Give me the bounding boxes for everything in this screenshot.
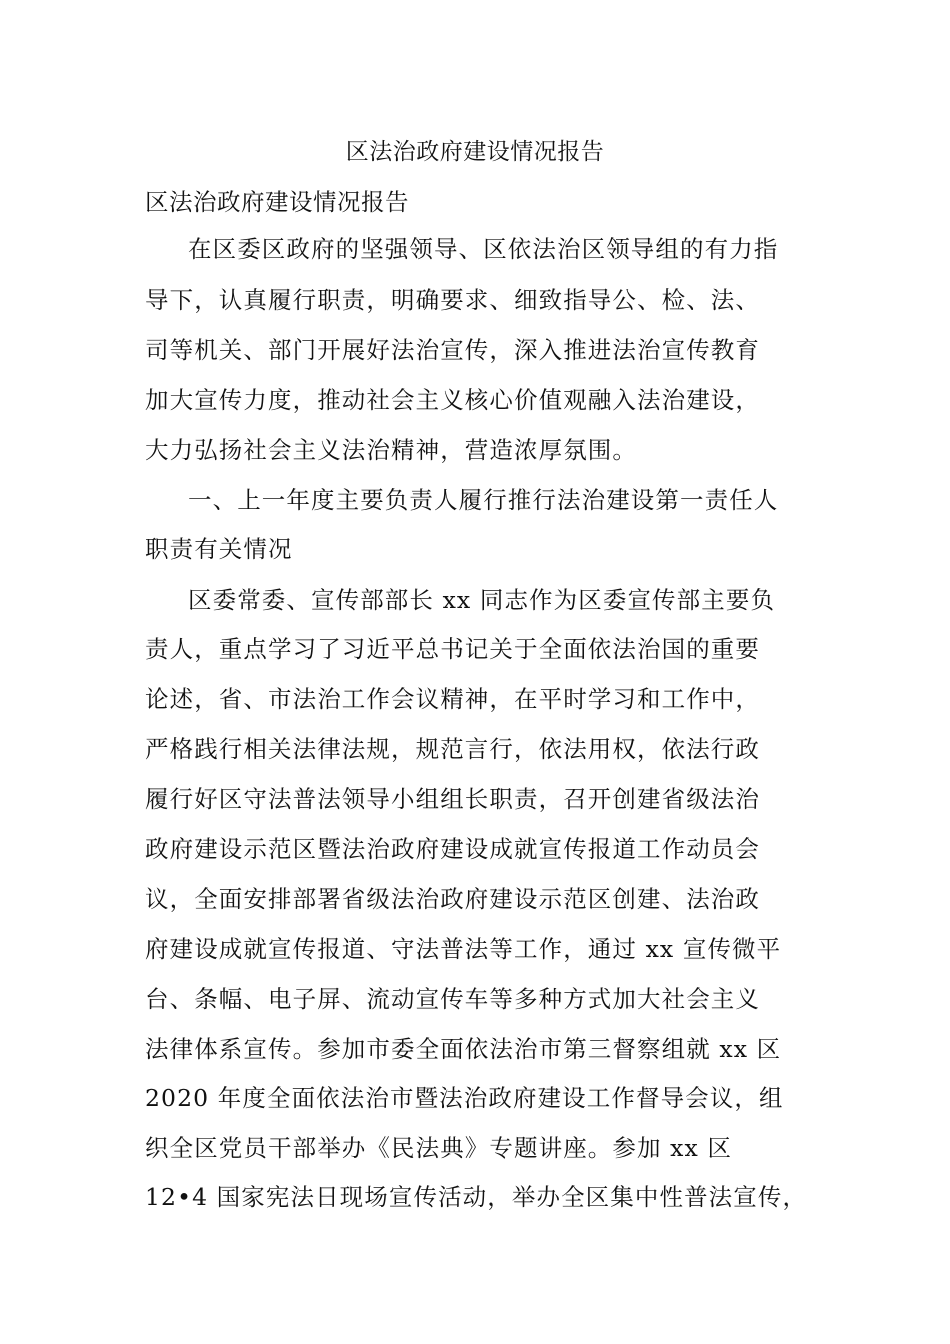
paragraph-line: 台、条幅、电子屏、流动宣传车等多种方式加大社会主义 — [145, 985, 760, 1013]
paragraph-line: 严格践行相关法律法规，规范言行，依法用权，依法行政 — [145, 735, 760, 763]
section-heading-line: 一、上一年度主要负责人履行推行法治建设第一责任人 — [188, 486, 779, 514]
paragraph-line: 履行好区守法普法领导小组组长职责，召开创建省级法治 — [145, 785, 760, 813]
paragraph-line: 法律体系宣传。参加市委全面依法治市第三督察组就 xx 区 — [145, 1035, 782, 1063]
paragraph-line: 府建设成就宣传报道、守法普法等工作，通过 xx 宣传微平 — [145, 935, 782, 963]
paragraph-line: 司等机关、部门开展好法治宣传，深入推进法治宣传教育 — [145, 336, 760, 364]
paragraph-line: 12•4 国家宪法日现场宣传活动，举办全区集中性普法宣传， — [145, 1183, 808, 1211]
paragraph-line: 政府建设示范区暨法治政府建设成就宣传报道工作动员会 — [145, 835, 760, 863]
paragraph-line: 导下，认真履行职责，明确要求、细致指导公、检、法、 — [145, 286, 760, 314]
document-title: 区法治政府建设情况报告 — [345, 139, 605, 165]
document-subtitle: 区法治政府建设情况报告 — [145, 188, 409, 216]
paragraph-line: 织全区党员干部举办《民法典》专题讲座。参加 xx 区 — [145, 1134, 733, 1162]
paragraph-line: 在区委区政府的坚强领导、区依法治区领导组的有力指 — [188, 235, 779, 263]
paragraph-line: 区委常委、宣传部部长 xx 同志作为区委宣传部主要负 — [188, 586, 776, 614]
paragraph-line: 论述，省、市法治工作会议精神，在平时学习和工作中， — [145, 685, 760, 713]
paragraph-line: 加大宣传力度，推动社会主义核心价值观融入法治建设， — [145, 386, 760, 414]
paragraph-line: 议，全面安排部署省级法治政府建设示范区创建、法治政 — [145, 885, 760, 913]
paragraph-line: 大力弘扬社会主义法治精神，营造浓厚氛围。 — [145, 436, 637, 464]
section-heading-line: 职责有关情况 — [145, 535, 293, 563]
paragraph-line: 2020 年度全面依法治市暨法治政府建设工作督导会议，组 — [145, 1084, 784, 1112]
paragraph-line: 责人，重点学习了习近平总书记关于全面依法治国的重要 — [145, 635, 760, 663]
